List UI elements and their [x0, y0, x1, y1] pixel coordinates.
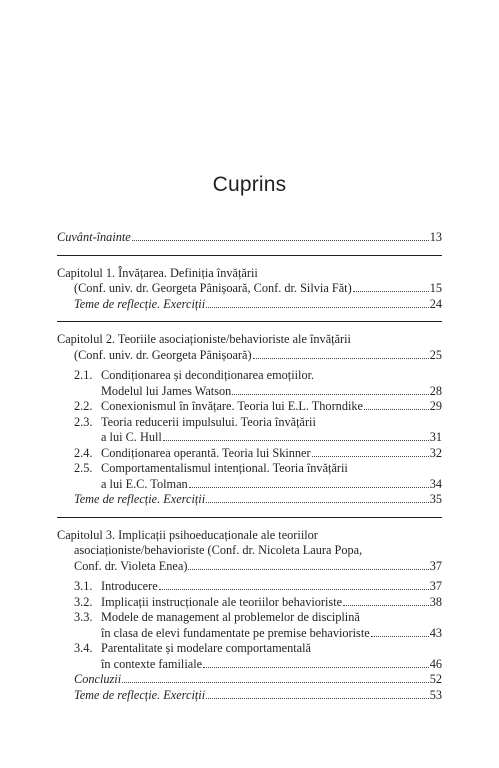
divider: [57, 321, 442, 322]
toc-entry-chapter-3[interactable]: [57, 559, 442, 575]
toc-entry-reflection[interactable]: [57, 492, 442, 508]
dot-leader: [206, 502, 429, 503]
toc-entry-reflection[interactable]: [57, 297, 442, 313]
toc-entry-section[interactable]: [57, 579, 442, 595]
page-number: 46: [429, 656, 442, 671]
section-number: 2.4.: [74, 445, 93, 460]
page-number: 37: [429, 579, 442, 593]
dot-leader: [188, 569, 428, 570]
toc-entry-section[interactable]: [57, 461, 442, 492]
dot-leader: [163, 440, 429, 441]
section-title: Implicații instrucționale ale teoriilor behavioriste: [101, 594, 343, 609]
toc-entry-section[interactable]: [57, 641, 442, 672]
dot-leader: [232, 394, 428, 395]
section-title-cont: Modelul lui James Watson: [101, 383, 232, 398]
chapter-title-cont: asociaționiste/behavioriste (Conf. dr. Nicoleta Laura Popa,: [74, 543, 363, 557]
toc-entry-section[interactable]: [57, 610, 442, 641]
chapter-title[interactable]: Capitolul 2. Teoriile asociaționiste/behavioriste ale învățării: [57, 332, 351, 346]
page-number: 15: [429, 281, 442, 295]
page-number: 35: [429, 492, 442, 506]
page-number: 34: [429, 476, 442, 491]
page-number: 25: [429, 347, 442, 362]
page-number: 32: [429, 445, 442, 460]
chapter-authors: (Conf. univ. dr. Georgeta Pânișoară, Conf. dr. Silvia Făt): [74, 281, 352, 295]
dot-leader: [132, 240, 429, 241]
section-title-cont: a lui E.C. Tolman: [101, 476, 188, 491]
section-number: 3.1.: [74, 579, 93, 593]
section-number: 2.5.: [74, 461, 93, 475]
section-number: 2.1.: [74, 368, 93, 382]
chapter-authors: (Conf. univ. dr. Georgeta Pânișoară): [74, 347, 252, 362]
toc-entry-section[interactable]: [57, 595, 442, 611]
section-title-cont: în clasa de elevi fundamentate pe premise behavioriste: [101, 625, 370, 640]
dot-leader: [206, 307, 429, 308]
toc-entry-label: Teme de reflecție. Exerciții: [74, 296, 206, 311]
toc-entry-section[interactable]: [57, 415, 442, 446]
section-number: 2.3.: [74, 414, 93, 429]
toc-entry-label: Cuvânt-înainte: [57, 230, 131, 244]
dot-leader: [206, 698, 429, 699]
toc-entry-label: Teme de reflecție. Exerciții: [74, 492, 206, 506]
chapter-1: [57, 266, 442, 313]
toc-entry-reflection[interactable]: [57, 688, 442, 704]
dot-leader: [371, 636, 429, 637]
section-title: Conexionismul în învățare. Teoria lui E.L. Thorndike: [101, 399, 363, 413]
section-title: Parentalitate și modelare comportamentală: [101, 641, 311, 655]
chapter-authors: Conf. dr. Violeta Enea): [74, 558, 188, 573]
divider: [57, 255, 442, 256]
page-number: 24: [429, 296, 442, 311]
table-of-contents: [57, 230, 442, 703]
divider: [57, 517, 442, 518]
dot-leader: [189, 487, 429, 488]
page-number: 28: [429, 383, 442, 398]
section-title: Comportamentalismul intențional. Teoria învățării: [101, 461, 348, 475]
chapter-3: [57, 528, 442, 704]
chapter-title[interactable]: Capitolul 1. Învățarea. Definiția învățării: [57, 265, 258, 280]
toc-entry-foreword[interactable]: [57, 230, 442, 246]
section-title-cont: în contexte familiale: [101, 656, 203, 671]
dot-leader: [253, 358, 429, 359]
toc-entry-label: Concluzii: [74, 672, 122, 686]
page-number: 43: [429, 625, 442, 640]
chapter-2: [57, 332, 442, 508]
section-number: 3.4.: [74, 641, 93, 655]
section-title: Modele de management al problemelor de disciplină: [101, 610, 360, 624]
page-number: 37: [429, 558, 442, 573]
dot-leader: [364, 409, 429, 410]
section-title: Condiționarea și decondiționarea emoțiilor.: [101, 368, 315, 382]
dot-leader: [203, 667, 429, 668]
dot-leader: [353, 291, 429, 292]
dot-leader: [159, 589, 429, 590]
section-number: 3.2.: [74, 594, 93, 609]
dot-leader: [312, 456, 429, 457]
chapter-title[interactable]: Capitolul 3. Implicații psihoeducaționale ale teoriilor: [57, 527, 318, 542]
section-title: Condiționarea operantă. Teoria lui Skinner: [101, 445, 311, 460]
page-number: 38: [429, 594, 442, 609]
section-number: 2.2.: [74, 399, 93, 413]
section-number: 3.3.: [74, 610, 93, 624]
dot-leader: [122, 682, 429, 683]
toc-entry-conclusions[interactable]: [57, 672, 442, 688]
toc-entry-section[interactable]: [57, 399, 442, 415]
dot-leader: [343, 605, 429, 606]
section-title: Teoria reducerii impulsului. Teoria învățării: [101, 414, 316, 429]
toc-entry-chapter-2[interactable]: [57, 348, 442, 364]
toc-entry-section[interactable]: [57, 368, 442, 399]
page-number: 52: [429, 672, 442, 686]
section-title-cont: a lui C. Hull: [101, 430, 162, 444]
toc-entry-section[interactable]: [57, 446, 442, 462]
page-number: 29: [429, 399, 442, 413]
toc-entry-chapter-1[interactable]: [57, 281, 442, 297]
toc-entry-label: Teme de reflecție. Exerciții: [74, 687, 206, 702]
page-title: Cuprins: [212, 173, 287, 196]
page-number: 13: [429, 230, 442, 244]
page-number: 53: [429, 687, 442, 702]
page-number: 31: [429, 430, 442, 444]
section-title: Introducere: [101, 579, 158, 593]
